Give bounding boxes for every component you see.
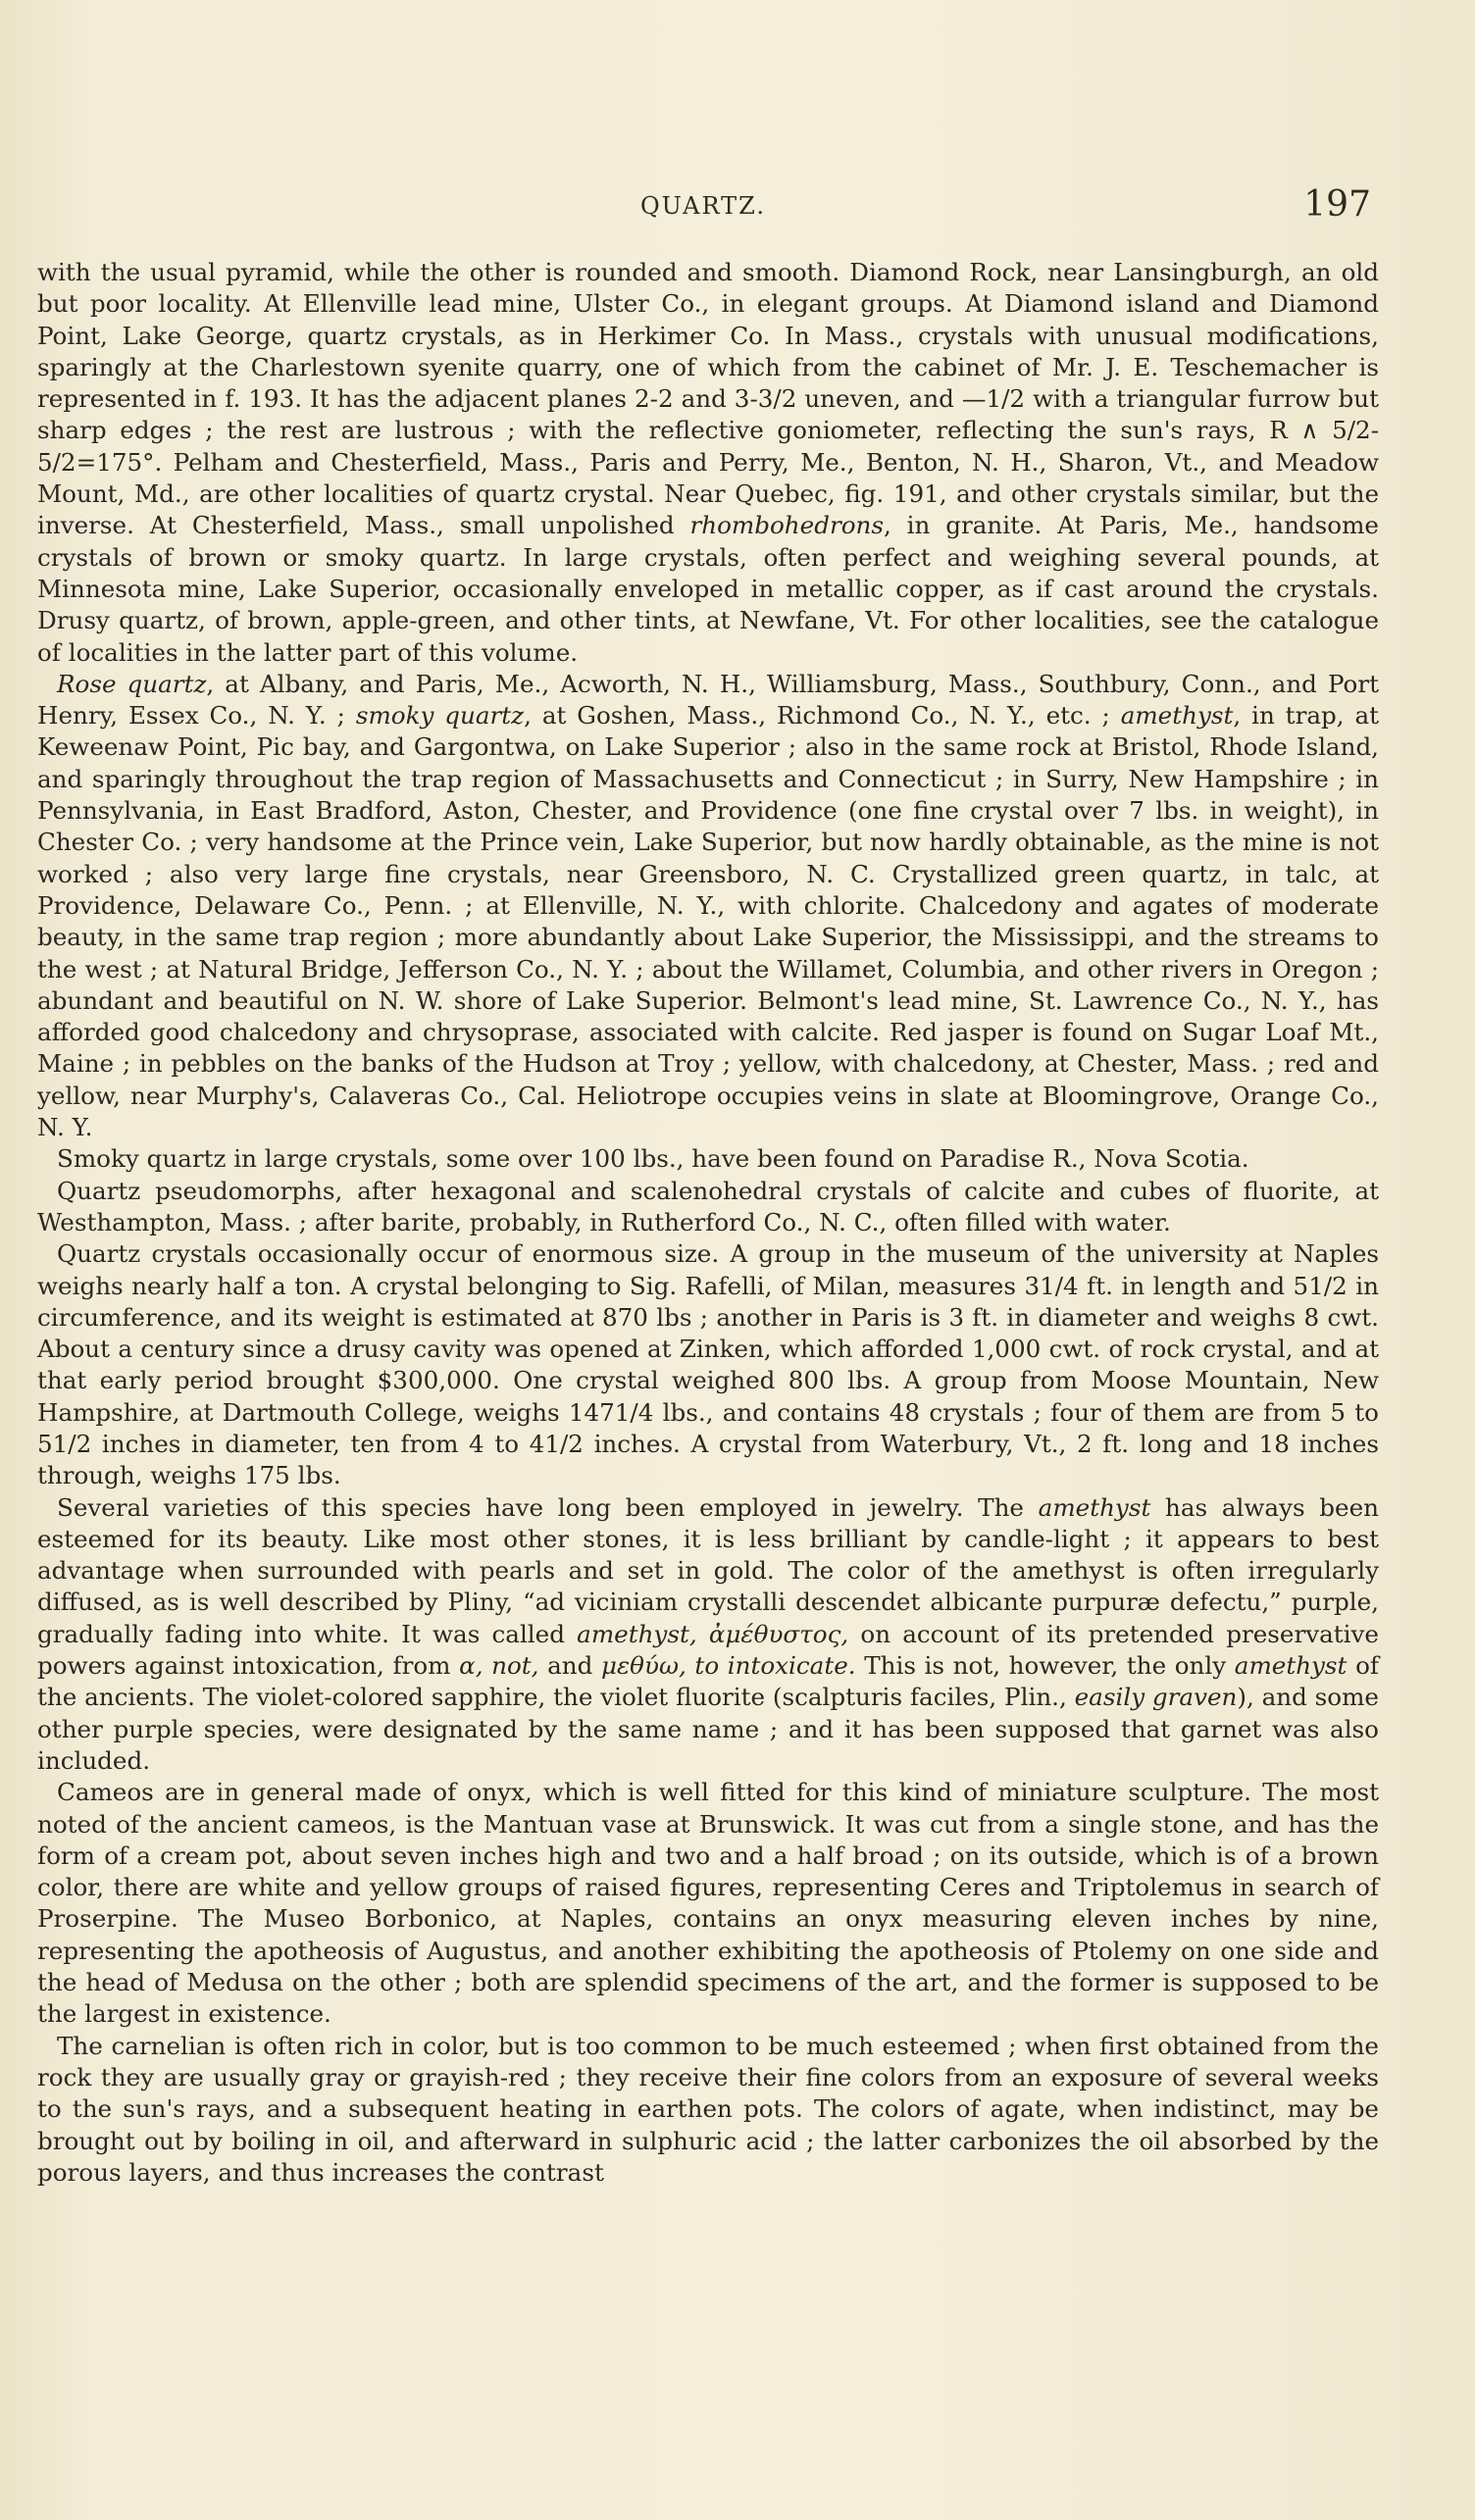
fraction: 1/2	[986, 384, 1026, 414]
paragraph-smoky-quartz: Smoky quartz in large crystals, some over 100 lbs., have been found on Paradise R., Nova Scotia.	[57, 1144, 1249, 1174]
fraction: 3/2	[757, 384, 797, 414]
fraction: 5/2	[37, 447, 76, 477]
fraction: 5/2	[1332, 416, 1371, 445]
page-number: 197	[1303, 184, 1371, 225]
paragraph-quartz-crystal-localities: with the usual pyramid, while the other is rounded and smooth. Diamond Rock, near Lansingburgh, an old but poor locality. At Ellenville lead mine, Ulster Co., in elegant groups. At Diamond island and Diamond Point, Lake George, quartz crystals, as in Herkimer Co. In Mass., crystals with unusual modifications, sparingly at the Charlestown syenite quarry, one of which from the cabinet of Mr. J. E. Teschemacher is represented in f. 193. It has the adjacent planes 2-2 and 3-3/2 uneven, and —1/2 with a triangular furrow but sharp edges ; the rest are lustrous ; with the reflective goniometer, reflecting the sun's rays, R ∧ 5/2-5/2=175°. Pelham and Chesterfield, Mass., Paris and Perry, Me., Benton, N. H., Sharon, Vt., and Meadow Mount, Md., are other localities of quartz crystal. Near Quebec, fig. 191, and other crystals similar, but the inverse. At Chesterfield, Mass., small unpolished rhombohedrons, in granite. At Paris, Me., handsome crystals of brown or smoky quartz. In large crystals, often perfect and weighing several pounds, at Minnesota mine, Lake Superior, occasionally enveloped in metallic copper, as if cast around the crystals. Drusy quartz, of brown, apple-green, and other tints, at Newfane, Vt. For other localities, see the catalogue of localities in the latter part of this volume.	[37, 258, 1379, 667]
paragraph-jewelry-amethyst: Several varieties of this species have long been employed in jewelry. The amethyst has always been esteemed for its beauty. Like most other stones, it is less brilliant by candle-light ; it appears to best advantage when surrounded with pearls and set in gold. The color of the amethyst is often irregularly diffused, as is well described by Pliny, “ad viciniam crystalli descendet albicante purpuræ defectu,” purple, gradually fading into white. It was called amethyst, ἀμέθυστος, on account of its pretended preservative powers against intoxication, from α, not, and μεθύω, to intoxicate. This is not, however, the only amethyst of the ancients. The violet-colored sapphire, the violet fluorite (scalpturis faciles, Plin., easily graven), and some other purple species, were designated by the same name ; and it has been supposed that garnet was also included.	[37, 1492, 1379, 1775]
paragraph-carnelian: The carnelian is often rich in color, but is too common to be much esteemed ; when first obtained from the rock they are usually gray or grayish-red ; they receive their fine colors from an exposure of several weeks to the sun's rays, and a subsequent heating in earthen pots. The colors of agate, when indistinct, may be brought out by boiling in oil, and afterward in sulphuric acid ; the latter carbonizes the oil absorbed by the porous layers, and thus increases the contrast	[37, 2031, 1379, 2187]
fraction: 1/4	[614, 1397, 654, 1427]
body-text	[37, 257, 1379, 2189]
paragraph-cameos: Cameos are in general made of onyx, which is well fitted for this kind of miniature sculpture. The most noted of the ancient cameos, is the Mantuan vase at Brunswick. It was cut from a single stone, and has the form of a cream pot, about seven inches high and two and a half broad ; on its outside, which is of a brown color, there are white and yellow groups of raised figures, representing Ceres and Triptolemus in search of Proserpine. The Museo Borbonico, at Naples, contains an onyx measuring eleven inches by nine, representing the apotheosis of Augustus, and another exhibiting the apotheosis of Ptolemy on one side and the head of Medusa on the other ; both are splendid specimens of the art, and the former is supposed to be the largest in existence.	[37, 1778, 1379, 2029]
page-header	[37, 184, 1371, 229]
fraction: 1/2	[1308, 1271, 1348, 1300]
fraction: 1/4	[1040, 1271, 1079, 1300]
paragraph-large-crystals: Quartz crystals occasionally occur of enormous size. A group in the museum of the university at Naples weighs nearly half a ton. A crystal belonging to Sig. Rafelli, of Milan, measures 31/4 ft. in length and 51/2 in circumference, and its weight is estimated at 870 lbs ; another in Paris is 3 ft. in diameter and weighs 8 cwt. About a century since a drusy cavity was opened at Zinken, which afforded 1,000 cwt. of rock crystal, and at that early period brought $300,000. One crystal weighed 800 lbs. A group from Moose Mountain, New Hampshire, at Dartmouth College, weighs 1471/4 lbs., and contains 48 crystals ; four of them are from 5 to 51/2 inches in diameter, ten from 4 to 41/2 inches. A crystal from Waterbury, Vt., 2 ft. long and 18 inches through, weighs 175 lbs.	[37, 1239, 1379, 1490]
fraction: 1/2	[544, 1429, 584, 1458]
running-head: QUARTZ.	[640, 192, 767, 220]
fraction: 1/2	[52, 1429, 92, 1458]
paragraph-varieties-localities: Rose quartz, at Albany, and Paris, Me., Acworth, N. H., Williamsburg, Mass., Southbury, Conn., and Port Henry, Essex Co., N. Y. ; smoky quartz, at Goshen, Mass., Richmond Co., N. Y., etc. ; amethyst, in trap, at Keweenaw Point, Pic bay, and Gargontwa, on Lake Superior ; also in the same rock at Bristol, Rhode Island, and sparingly throughout the trap region of Massachusetts and Connecticut ; in Surry, New Hampshire ; in Pennsylvania, in East Bradford, Aston, Chester, and Providence (one fine crystal over 7 lbs. in weight), in Chester Co. ; very handsome at the Prince vein, Lake Superior, but now hardly obtainable, as the mine is not worked ; also very large fine crystals, near Greensboro, N. C. Crystallized green quartz, in talc, at Providence, Delaware Co., Penn. ; at Ellenville, N. Y., with chlorite. Chalcedony and agates of moderate beauty, in the same trap region ; more abundantly about Lake Superior, the Mississippi, and the streams to the west ; at Natural Bridge, Jefferson Co., N. Y. ; about the Willamet, Columbia, and other rivers in Oregon ; abundant and beautiful on N. W. shore of Lake Superior. Belmont's lead mine, St. Lawrence Co., N. Y., has afforded good chalcedony and chrysoprase, associated with calcite. Red jasper is found on Sugar Loaf Mt., Maine ; in pebbles on the banks of the Hudson at Troy ; yellow, with chalcedony, at Chester, Mass. ; red and yellow, near Murphy's, Calaveras Co., Cal. Heliotrope occupies veins in slate at Bloomingrove, Orange Co., N. Y.	[37, 669, 1379, 1142]
paragraph-pseudomorphs: Quartz pseudomorphs, after hexagonal and scalenohedral crystals of calcite and cubes of fluorite, at Westhampton, Mass. ; after barite, probably, in Rutherford Co., N. C., often filled with water.	[37, 1176, 1379, 1236]
